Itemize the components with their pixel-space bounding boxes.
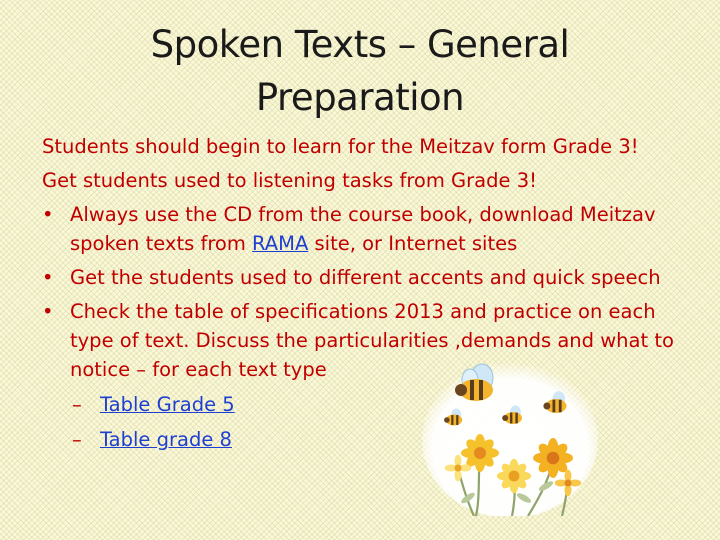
dash-icon: – xyxy=(72,428,82,451)
bullet-text: Get the students used to different accents and quick speech xyxy=(70,266,661,289)
slide-title: Spoken Texts – General Preparation xyxy=(150,23,570,119)
bullet-item-cd xyxy=(42,198,692,261)
intro-line-2: Get students used to listening tasks from Grade 3! xyxy=(42,169,537,192)
bullet-text-part-2: site, or Internet sites xyxy=(308,232,518,255)
dash-icon: – xyxy=(72,393,82,416)
rama-link[interactable]: RAMA xyxy=(252,232,309,255)
bullet-icon: • xyxy=(42,266,54,289)
bullet-item-accents xyxy=(42,261,692,295)
table-grade-5-link[interactable]: Table Grade 5 xyxy=(100,393,235,416)
bullet-text: Check the table of specifications 2013 and practice on each type of text. Discuss the particularities ,demands and what to notice – for each text type xyxy=(70,300,674,381)
table-grade-8-link[interactable]: Table grade 8 xyxy=(100,428,232,451)
bees-and-flowers-clipart-icon xyxy=(418,358,598,516)
bullet-icon: • xyxy=(42,300,54,323)
bullet-text-part-1: Always use the CD from the course book, download Meitzav spoken texts from xyxy=(70,203,656,255)
bullet-icon: • xyxy=(42,203,54,226)
intro-line-1: Students should begin to learn for the Meitzav form Grade 3! xyxy=(42,135,639,158)
